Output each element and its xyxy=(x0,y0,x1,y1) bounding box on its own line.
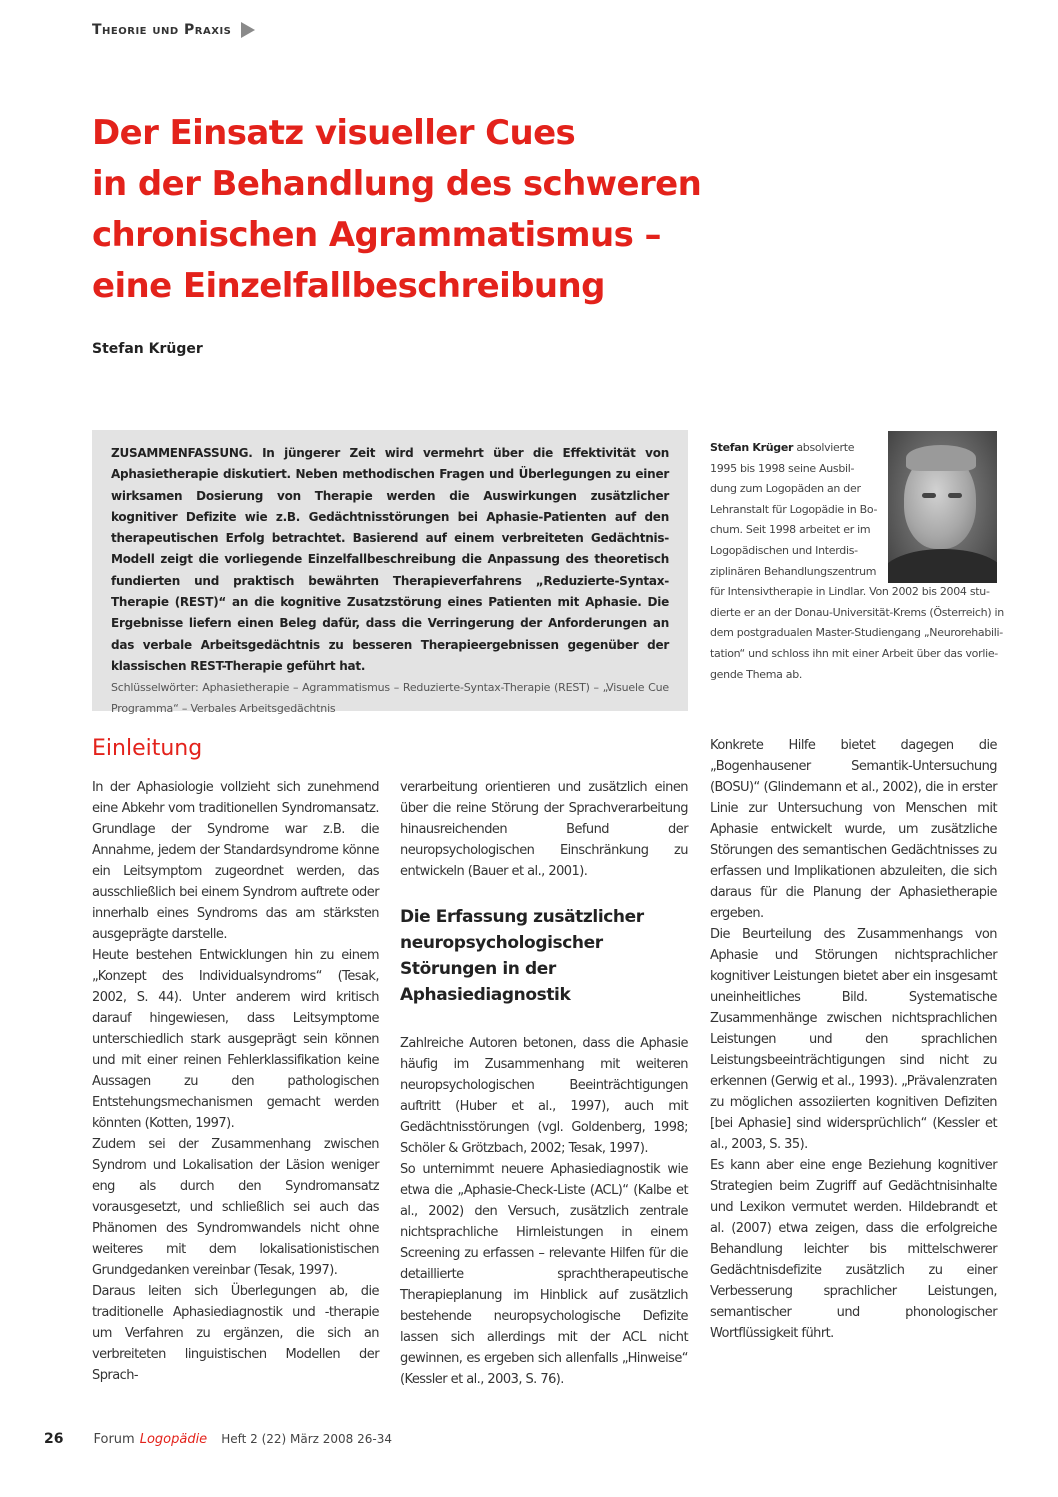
journal-name: Forum xyxy=(93,1432,135,1447)
bio-author-name: Stefan Krüger xyxy=(710,441,794,454)
keywords: Schlüsselwörter: Aphasietherapie – Agrammatismus – Reduzierte-Syntax-Therapie (REST) – „Visuele Cue Programma“ – Verbales Arbeitsgedächtnis xyxy=(111,681,669,715)
paragraph: In der Aphasiologie vollzieht sich zunehmend eine Abkehr vom traditionellen Syndromansatz. Grundlage der Syndrome war z.B. die Annahme, jedem der Standardsyndrome könne ein Leitsymptom zugeordnet werden, das ausschließlich bei einem Syndrom auftrete oder innerhalb eines Syndroms das am stärksten ausgeprägte darstelle. xyxy=(92,780,379,942)
paragraph: Es kann aber eine enge Beziehung kognitiver Strategien beim Zugriff auf Gedächtnisinhalte und Lexikon vermutet werden. Hildebrandt et al. (2007) etwa zeigen, dass die erfolgreiche Behandlung leichter bis mittelschwerer Gedächtnisdefizite zusätzlich zu einer Verbesserung sprachlicher Leistungen, semantischer und phonologischer Wortflüssigkeit führt. xyxy=(710,1158,997,1341)
title-line: Der Einsatz visueller Cues xyxy=(92,113,576,153)
column-3 xyxy=(710,735,997,1344)
bio-line: tation“ und schloss ihn mit einer Arbeit über das vorlie- xyxy=(710,646,998,660)
journal-name-accent: Logopädie xyxy=(139,1432,208,1447)
triangle-right-icon xyxy=(241,22,255,38)
bio-line: dem postgradualen Master-Studiengang „Neurorehabili- xyxy=(710,626,1003,640)
bio-line: Logopädischen und Interdis- xyxy=(710,543,858,557)
bio-first-line xyxy=(710,438,878,459)
bio-line: Lehranstalt für Logopädie in Bo- xyxy=(710,502,878,516)
column-2 xyxy=(400,777,688,1390)
bio-line: gende Thema ab. xyxy=(710,667,803,681)
section-label xyxy=(92,22,255,38)
section-name: Theorie und Praxis xyxy=(92,22,232,38)
paragraph: So unternimmt neuere Aphasiediagnostik wie etwa die „Aphasie-Check-Liste (ACL)“ (Kalbe et al., 2002) den Versuch, zusätzlich zentrale nichtsprachliche Hirnleistungen in einem Screening zu erfassen – relevante Hilfen für die detaillierte sprachtherapeutische Therapieplanung im Hinblick auf zusätzlich bestehende neuropsychologische Defizite lassen sich allerdings mit der ACL nicht gewinnen, es ergeben sich allenfalls „Hinweise“ (Kessler et al., 2003, S. 76). xyxy=(400,1162,688,1387)
paragraph: Zudem sei der Zusammenhang zwischen Syndrom und Lokalisation der Läsion weniger eng als durch den Syndromansatz vorausgesetzt, und schließlich sei auch das Phänomen des Syndromwandels nicht ohne weiteres mit dem lokalisationistischen Grundgedanken vereinbar (Tesak, 1997). xyxy=(92,1137,379,1278)
title-line: in der Behandlung des schweren xyxy=(92,164,702,204)
paragraph: verarbeitung orientieren und zusätzlich einen über die reine Störung der Sprachverarbeitung hinausreichenden Befund der neuropsychologischen Einschränkung zu entwickeln (Bauer et al., 2001). xyxy=(400,780,688,879)
title-line: chronischen Agrammatismus – xyxy=(92,215,661,255)
page-number: 26 xyxy=(44,1431,64,1447)
abstract-box xyxy=(92,430,688,715)
column-1 xyxy=(92,777,379,1386)
author-portrait-photo xyxy=(888,431,997,583)
subsection-heading: Die Erfassung zusätzlicher neuropsychologischer Störungen in der Aphasiediagnostik xyxy=(400,907,644,1005)
bio-line: dung zum Logopäden an der xyxy=(710,482,861,496)
bio-text: absolvierte xyxy=(793,441,855,454)
paragraph: Die Beurteilung des Zusammenhangs von Aphasie und Störungen nichtsprachlicher kognitiver Leistungen bietet aber ein insgesamt uneinheitliches Bild. Systematische Zusammenhänge zwischen nichtsprachlichen Leistungen und den sprachlichen Leistungsbeeinträchtigungen sind nicht zu erkennen (Gerwig et al., 1993). „Prävalenzraten zu möglichen assoziierten kognitiven Defiziten [bei Aphasie] sind widersprüchlich“ (Kessler et al., 2003, S. 35). xyxy=(710,927,997,1152)
bio-line: chum. Seit 1998 arbeitet er im xyxy=(710,523,871,537)
title-line: eine Einzelfallbeschreibung xyxy=(92,266,605,306)
section-heading-einleitung: Einleitung xyxy=(92,736,203,761)
paragraph: Daraus leiten sich Überlegungen ab, die traditionelle Aphasiediagnostik und -therapie um Verfahren zu ergänzen, die sich an verbreiteten linguistischen Modellen der Sprach- xyxy=(92,1284,379,1383)
article-title xyxy=(92,108,732,312)
bio-line: für Intensivtherapie in Lindlar. Von 2002 bis 2004 stu- xyxy=(710,585,990,599)
bio-line: 1995 bis 1998 seine Ausbil- xyxy=(710,461,855,475)
bio-line: dierte er an der Donau-Universität-Krems (Österreich) in xyxy=(710,605,1004,619)
page-footer xyxy=(44,1431,392,1447)
author-name: Stefan Krüger xyxy=(92,341,203,357)
paragraph: Zahlreiche Autoren betonen, dass die Aphasie häufig im Zusammenhang mit weiteren neuropsychologischen Beeinträchtigungen auftritt (Huber et al., 1997), auch mit Gedächtnisstörungen (vgl. Goldenberg, 1998; Schöler & Grötzbach, 2002; Tesak, 1997). xyxy=(400,1036,688,1156)
paragraph: Heute bestehen Entwicklungen hin zu einem „Konzept des Individualsyndroms“ (Tesak, 2002, S. 44). Unter anderem wird kritisch darauf hingewiesen, dass Leitsymptome unterschiedlich stark ausgeprägt sein können und mit einer reinen Fehlerklassifikation keine Aussagen zu den pathologischen Entstehungsmechanismen gemacht werden könnten (Kotten, 1997). xyxy=(92,948,379,1131)
paragraph: Konkrete Hilfe bietet dagegen die „Bogenhausener Semantik-Untersuchung (BOSU)“ (Glindemann et al., 2002), die in erster Linie zur Untersuchung von Menschen mit Aphasie entwickelt wurde, um zusätzliche Störungen des semantischen Gedächtnisses zu erfassen und Implikationen abzuleiten, die sich daraus für die Planung der Aphasietherapie ergeben. xyxy=(710,738,997,921)
bio-line: ziplinären Behandlungszentrum xyxy=(710,564,877,578)
issue-info: Heft 2 (22) März 2008 26-34 xyxy=(221,1432,392,1446)
abstract-text: ZUSAMMENFASSUNG. In jüngerer Zeit wird vermehrt über die Effektivität von Aphasietherapie diskutiert. Neben methodischen Fragen und Überlegungen zu einer wirksamen Dosierung von Therapie werden die Auswirkungen zusätzlicher kognitiver Defizite wie z.B. Gedächtnisstörungen bei Aphasie-Patienten auf den therapeutischen Erfolg betrachtet. Basierend auf einem verbreiteten Gedächtnis-Modell zeigt die vorliegende Einzelfallbeschreibung die Anpassung des theoretisch fundierten und praktisch bewährten Therapieverfahrens „Reduzierte-Syntax-Therapie (REST)“ an die kognitive Zusatzstörung eines Patienten mit Aphasie. Die Ergebnisse liefern einen Beleg dafür, dass die Verringerung der Anforderungen an das verbale Arbeitsgedächtnis zu besseren Therapieergebnissen gegenüber der klassischen REST-Therapie geführt hat. xyxy=(111,446,669,673)
